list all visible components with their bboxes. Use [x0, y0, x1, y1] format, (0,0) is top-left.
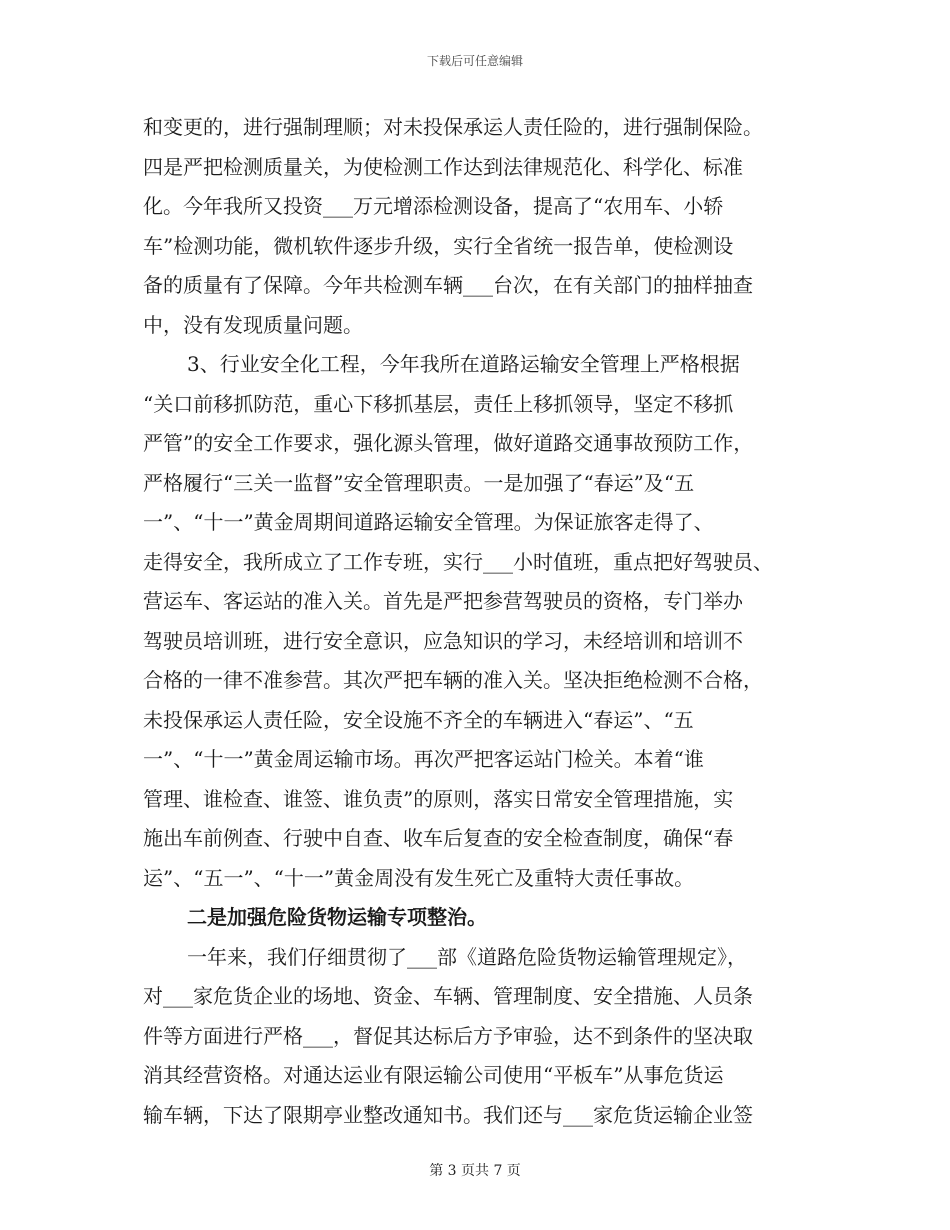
- text-line: 驾驶员培训班，进行安全意识，应急知识的学习，未经培训和培训不: [143, 628, 743, 653]
- document-body: [143, 108, 823, 1135]
- text-line: 未投保承运人责任险，安全设施不齐全的车辆进入“春运”、“五: [143, 707, 694, 732]
- text-line: “关口前移抓防范，重心下移抓基层，责任上移抓领导，坚定不移抓: [143, 391, 734, 416]
- text-line: 营运车、客运站的准入关。首先是严把参营驾驶员的资格，专门举办: [143, 589, 743, 613]
- text-line: 3、行业安全化工程，今年我所在道路运输安全管理上严格根据: [187, 352, 740, 376]
- text-line: 对___家危货企业的场地、资金、车辆、管理制度、安全措施、人员条: [143, 984, 753, 1008]
- text-line: 输车辆，下达了限期亭业整改通知书。我们还与___家危货运输企业签: [143, 1102, 753, 1127]
- text-line: 一年来，我们仔细贯彻了___部《道路危险货物运输管理规定》，: [187, 944, 747, 969]
- text-line: 备的质量有了保障。今年共检测车辆___台次，在有关部门的抽样抽查: [143, 273, 753, 297]
- text-line: 严格履行“三关一监督”安全管理职责。一是加强了“春运”及“五: [143, 470, 695, 495]
- text-line: 消其经营资格。对通达运业有限运输公司使用“平板车”从事危货运: [143, 1063, 724, 1087]
- text-line: 严管”的安全工作要求，强化源头管理，做好道路交通事故预防工作，: [143, 431, 754, 455]
- text-line: 施出车前例查、行驶中自查、收车后复查的安全检查制度，确保“春: [143, 826, 734, 850]
- text-line: 走得安全，我所成立了工作专班，实行___小时值班，重点把好驾驶员、: [143, 549, 773, 574]
- text-line: 车”检测功能，微机软件逐步升级，实行全省统一报告单，使检测设: [143, 233, 734, 258]
- text-line: 合格的一律不准参营。其次严把车辆的准入关。坚决拒绝检测不合格，: [143, 668, 763, 692]
- text-line: 中，没有发现质量问题。: [143, 312, 363, 337]
- page-header: 下载后可任意编辑: [426, 54, 523, 68]
- text-line: 一”、“十一”黄金周运输市场。再次严把客运站门检关。本着“谁: [143, 747, 704, 771]
- section-heading: 二是加强危险货物运输专项整治。: [187, 905, 487, 929]
- text-line: 一”、“十一”黄金周期间道路运输安全管理。为保证旅客走得了、: [143, 510, 714, 534]
- text-line: 管理、谁检查、谁签、谁负责”的原则，落实日常安全管理措施，实: [143, 786, 734, 811]
- text-line: 件等方面进行严格___，督促其达标后方予审验，达不到条件的坚决取: [143, 1023, 753, 1048]
- page-footer: 第 3 页共 7 页: [429, 1163, 521, 1179]
- text-line: 和变更的，进行强制理顺；对未投保承运人责任险的，进行强制保险。: [143, 115, 763, 139]
- text-line: 四是严把检测质量关，为使检测工作达到法律规范化、科学化、标准: [143, 154, 743, 179]
- text-line: 化。今年我所又投资___万元增添检测设备，提高了“农用车、小轿: [143, 194, 724, 218]
- text-line: 运”、“五一”、“十一”黄金周没有发生死亡及重特大责任事故。: [143, 865, 695, 890]
